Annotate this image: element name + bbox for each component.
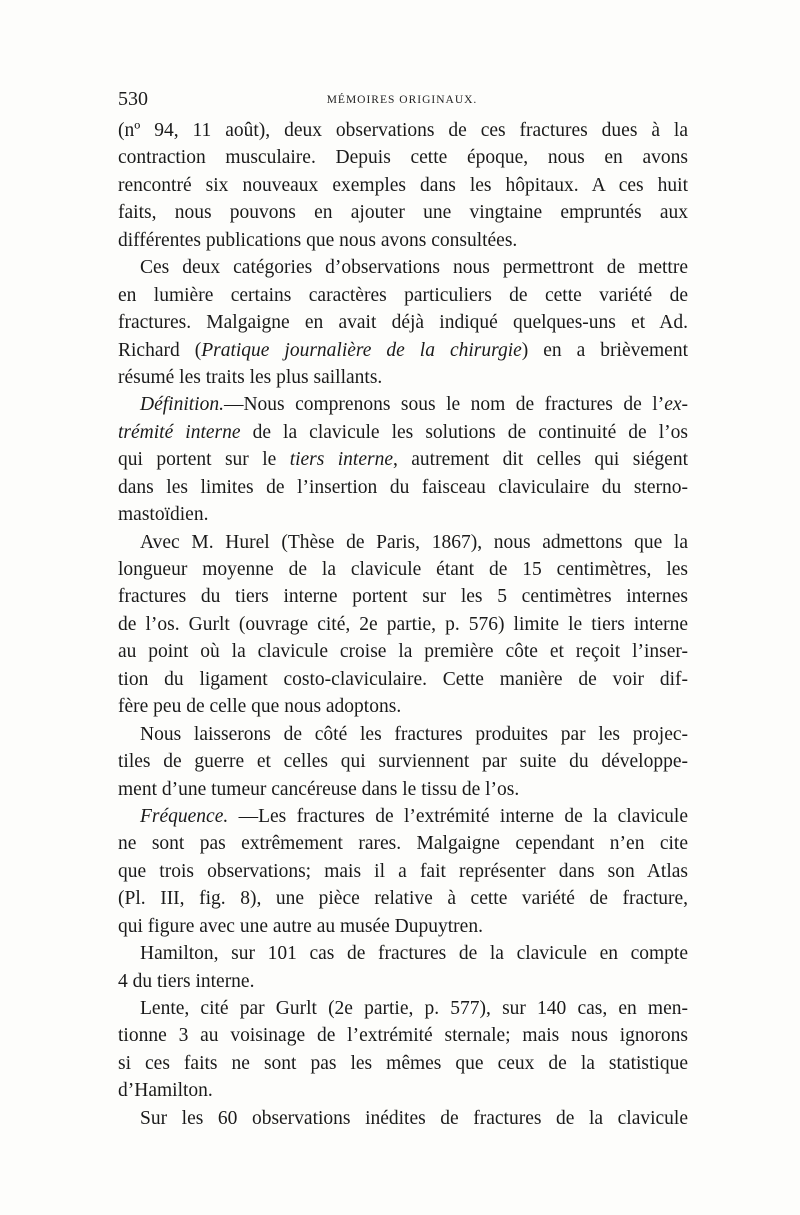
text-line <box>118 611 688 638</box>
line-content: qui figure avec une autre au musée Dupuytren. <box>118 915 483 937</box>
line-content: longueur moyenne de la clavicule étant de 15 centimètres, les <box>118 559 688 580</box>
line-content: rencontré six nouveaux exemples dans les hôpitaux. A ces huit <box>118 174 688 196</box>
line-content: fère peu de celle que nous adoptons. <box>118 696 402 718</box>
text-line <box>118 337 688 364</box>
italic-text: trémité interne <box>118 421 241 443</box>
text-run: qui portent sur le <box>118 449 290 471</box>
text-line <box>118 391 688 418</box>
line-content: que trois observations; mais il a fait représenter dans son Atlas <box>118 860 688 882</box>
text-run: de la clavicule les solutions de continuité de l’os <box>240 421 689 443</box>
line-content <box>140 803 688 830</box>
line-content: Ces deux catégories d’observations nous permettront de mettre <box>140 257 688 279</box>
text-line <box>118 309 688 336</box>
text-line <box>118 254 688 281</box>
text-line <box>118 693 688 720</box>
text-line <box>118 529 688 556</box>
line-content: tiles de guerre et celles qui surviennent par suite du développe- <box>118 751 688 773</box>
italic-text: Fréquence. <box>140 805 229 827</box>
text-line <box>118 1105 688 1132</box>
text-line <box>118 803 688 830</box>
line-content: (Pl. III, fig. 8), une pièce relative à cette variété de fracture, <box>118 888 688 910</box>
line-content: tionne 3 au voisinage de l’extrémité sternale; mais nous ignorons <box>118 1025 688 1047</box>
text-line <box>118 913 688 940</box>
text-line <box>118 199 688 226</box>
text-line <box>118 721 688 748</box>
text-line <box>118 666 688 693</box>
line-content: si ces faits ne sont pas les mêmes que ceux de la statistique <box>118 1052 688 1074</box>
text-line <box>118 995 688 1022</box>
text-line <box>118 282 688 309</box>
line-content: Sur les 60 observations inédites de fractures de la clavicule <box>140 1107 688 1129</box>
italic-text: Définition. <box>140 394 224 416</box>
line-content: résumé les traits les plus saillants. <box>118 366 383 388</box>
italic-text: tiers interne <box>289 449 393 471</box>
line-content: d’Hamilton. <box>118 1080 213 1102</box>
text-line <box>118 227 688 254</box>
line-content: contraction musculaire. Depuis cette époque, nous en avons <box>118 147 688 169</box>
line-content: de l’os. Gurlt (ouvrage cité, 2e partie, p. 576) limite le tiers interne <box>118 613 688 635</box>
text-line <box>118 885 688 912</box>
text-line <box>118 1022 688 1049</box>
text-line <box>118 968 688 995</box>
italic-text: Pratique journalière de la chirurgie <box>201 339 522 361</box>
line-content: fractures. Malgaigne en avait déjà indiqué quelques-uns et Ad. <box>118 312 688 334</box>
line-content: Avec M. Hurel (Thèse de Paris, 1867), nous admettons que la <box>140 531 688 553</box>
running-head: MÉMOIRES ORIGINAUX. <box>326 94 478 106</box>
line-content: (nº 94, 11 août), deux observations de ces fractures dues à la <box>118 120 688 141</box>
line-content: mastoïdien. <box>118 504 209 526</box>
italic-text: ex- <box>664 394 688 416</box>
text-line <box>118 446 688 473</box>
text-line <box>118 419 688 446</box>
text-line <box>118 583 688 610</box>
text-line <box>118 556 688 583</box>
text-line <box>118 638 688 665</box>
line-content: dans les limites de l’insertion du faisceau claviculaire du sterno- <box>118 476 688 498</box>
line-content <box>118 419 688 446</box>
text-line <box>118 364 688 391</box>
line-content: faits, nous pouvons en ajouter une vingtaine empruntés aux <box>118 202 688 224</box>
body-text <box>118 117 688 1132</box>
page-number: 530 <box>118 88 148 110</box>
line-content: en lumière certains caractères particuliers de cette variété de <box>118 284 688 306</box>
text-line <box>118 748 688 775</box>
text-line <box>118 474 688 501</box>
text-line <box>118 940 688 967</box>
line-content <box>118 446 688 473</box>
text-run: , autrement dit celles qui siégent <box>393 449 688 471</box>
text-line <box>118 144 688 171</box>
line-content: 4 du tiers interne. <box>118 970 255 992</box>
line-content: ne sont pas extrêmement rares. Malgaigne cependant n’en cite <box>118 833 688 855</box>
line-content: Hamilton, sur 101 cas de fractures de la clavicule en compte <box>140 943 688 965</box>
line-content: ment d’une tumeur cancéreuse dans le tissu de l’os. <box>118 778 520 800</box>
text-run: ) en a brièvement <box>521 339 688 361</box>
line-content: différentes publications que nous avons consultées. <box>118 229 518 251</box>
text-line <box>118 776 688 803</box>
page-header <box>118 88 686 112</box>
text-line <box>118 172 688 199</box>
line-content: au point où la clavicule croise la première côte et reçoit l’inser- <box>118 641 688 663</box>
text-line <box>118 501 688 528</box>
text-line <box>118 1077 688 1104</box>
text-line <box>118 1050 688 1077</box>
line-content: tion du ligament costo-claviculaire. Cette manière de voir dif- <box>118 668 688 690</box>
text-run: Richard ( <box>118 339 202 361</box>
line-content: Nous laisserons de côté les fractures produites par les projec- <box>140 723 688 745</box>
text-line <box>118 830 688 857</box>
line-content: Lente, cité par Gurlt (2e partie, p. 577), sur 140 cas, en men- <box>140 998 688 1019</box>
line-content <box>118 337 688 364</box>
text-run: —Nous comprenons sous le nom de fractures de l’ <box>223 394 665 416</box>
text-run: —Les fractures de l’extrémité interne de la clavicule <box>228 805 688 827</box>
line-content <box>140 391 688 418</box>
text-line <box>118 858 688 885</box>
line-content: fractures du tiers interne portent sur les 5 centimètres internes <box>118 586 688 608</box>
text-line <box>118 117 688 144</box>
